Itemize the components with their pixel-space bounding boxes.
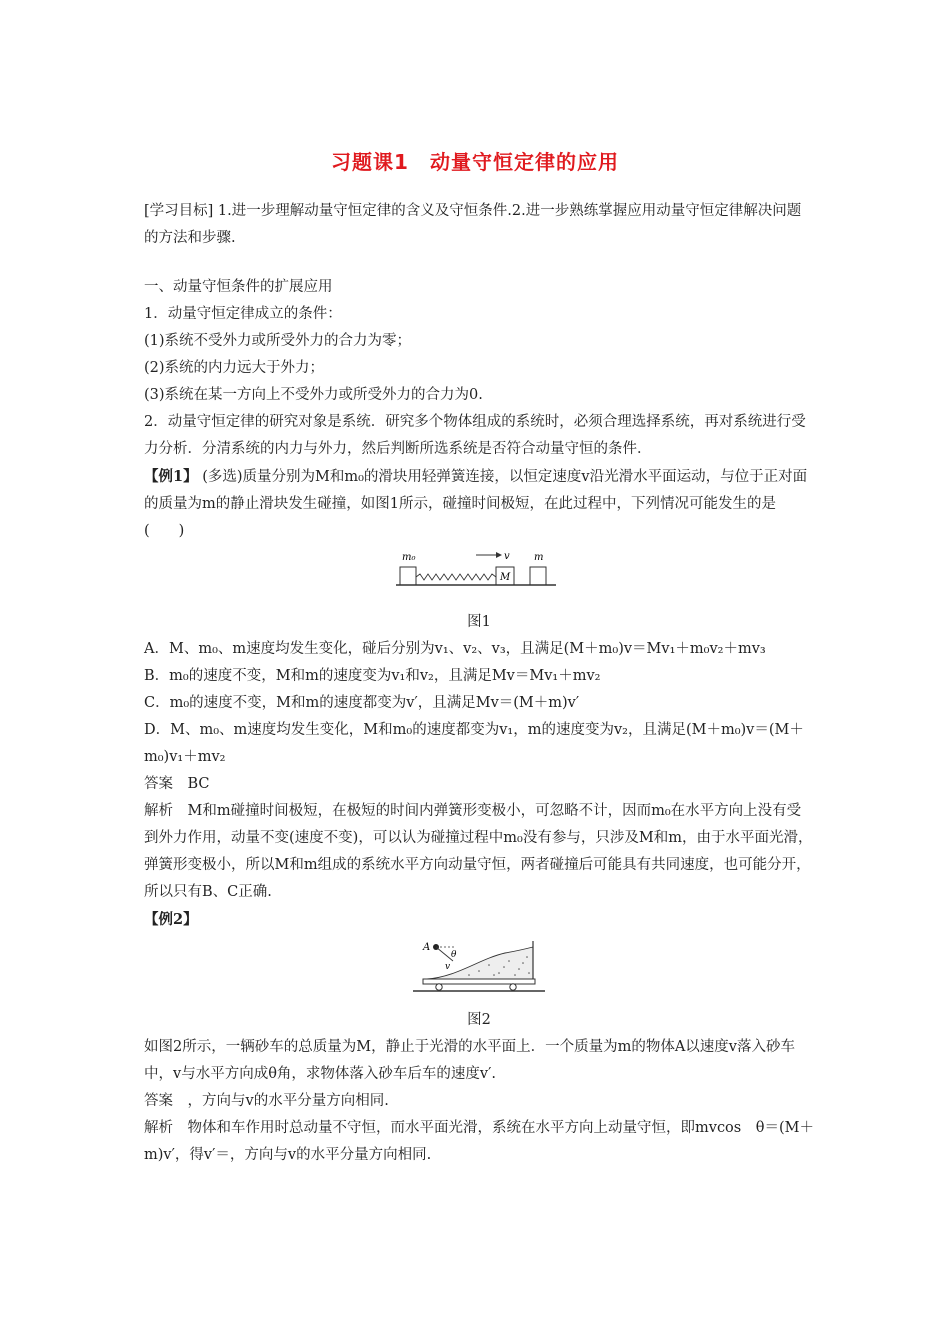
answer-1: 答案 BC <box>144 776 210 792</box>
option-d: D．M、m₀、m速度均发生变化，M和m₀的速度都变为v₁，m的速度变为v₂，且满足(M＋m₀)v＝(M＋m₀)v₁＋mv₂ <box>144 722 804 765</box>
example-2-label: 【例2】 <box>144 911 198 928</box>
example-1-text: (多选)质量分别为M和m₀的滑块用轻弹簧连接，以恒定速度v沿光滑水平面运动，与位于正对面的质量为m的静止滑块发生碰撞，如图1所示，碰撞时间极短，在此过程中，下列情况可能发生的是( ) <box>144 469 808 539</box>
fig1-label-m: m <box>534 552 544 563</box>
fig1-label-m0: m₀ <box>402 552 416 563</box>
condition-1: (1)系统不受外力或所受外力的合力为零； <box>144 333 412 349</box>
fig2-label-theta: θ <box>451 950 457 960</box>
item-1: 1．动量守恒定律成立的条件： <box>144 306 342 322</box>
document-body <box>144 198 814 1169</box>
solution-2: 解析 物体和车作用时总动量不守恒，而水平面光滑，系统在水平方向上动量守恒，即mvcos θ＝(M＋m)v′，得v′＝，方向与v的水平分量方向相同. <box>144 1120 814 1163</box>
figure-2-caption: 图2 <box>467 1012 491 1028</box>
fig2-label-A: A <box>423 942 431 953</box>
fig1-label-v: v <box>504 551 510 562</box>
figure-1-caption: 图1 <box>467 614 491 630</box>
page-title: 习题课1 动量守恒定律的应用 <box>331 150 619 174</box>
option-b: B．m₀的速度不变，M和m的速度变为v₁和v₂，且满足Mv＝Mv₁＋mv₂ <box>144 668 601 684</box>
option-a: A．M、m₀、m速度均发生变化，碰后分别为v₁、v₂、v₃，且满足(M＋m₀)v＝Mv₁＋m₀v₂＋mv₃ <box>144 641 766 657</box>
fig1-label-M: M <box>500 572 511 583</box>
example-2-text: 如图2所示，一辆砂车的总质量为M，静止于光滑的水平面上．一个质量为m的物体A以速度v落入砂车中，v与水平方向成θ角，求物体落入砂车后车的速度v′. <box>144 1039 795 1082</box>
condition-2: (2)系统的内力远大于外力； <box>144 360 325 376</box>
figure-2 <box>144 935 814 1007</box>
option-c: C．m₀的速度不变，M和m的速度都变为v′，且满足Mv＝(M＋m)v′ <box>144 695 580 711</box>
fig2-label-v: v <box>445 962 451 972</box>
section-heading: 一、动量守恒条件的扩展应用 <box>144 279 333 295</box>
item-2: 2．动量守恒定律的研究对象是系统．研究多个物体组成的系统时，必须合理选择系统，再对系统进行受力分析．分清系统的内力与外力，然后判断所选系统是否符合动量守恒的条件． <box>144 414 806 457</box>
figure-1-diagram <box>394 547 564 599</box>
condition-3: (3)系统在某一方向上不受外力或所受外力的合力为0. <box>144 387 483 403</box>
example-1-label: 【例1】 <box>144 468 198 485</box>
learning-goals: [学习目标] 1.进一步理解动量守恒定律的含义及守恒条件.2.进一步熟练掌握应用动量守恒定律解决问题的方法和步骤. <box>144 203 802 246</box>
solution-1: 解析 M和m碰撞时间极短，在极短的时间内弹簧形变极小，可忽略不计，因而m₀在水平方向上没有受到外力作用，动量不变(速度不变)，可以认为碰撞过程中m₀没有参与，只涉及M和m，由于水平面光滑，弹簧形变极小，所以M和m组成的系统水平方向动量守恒，两者碰撞后可能具有共同速度，也可能分开，所以只有B、C正确. <box>144 803 813 900</box>
answer-2: 答案 ，方向与v的水平分量方向相同. <box>144 1093 389 1109</box>
figure-1 <box>144 547 814 609</box>
example-1 <box>144 463 814 545</box>
figure-2-diagram <box>409 935 549 997</box>
